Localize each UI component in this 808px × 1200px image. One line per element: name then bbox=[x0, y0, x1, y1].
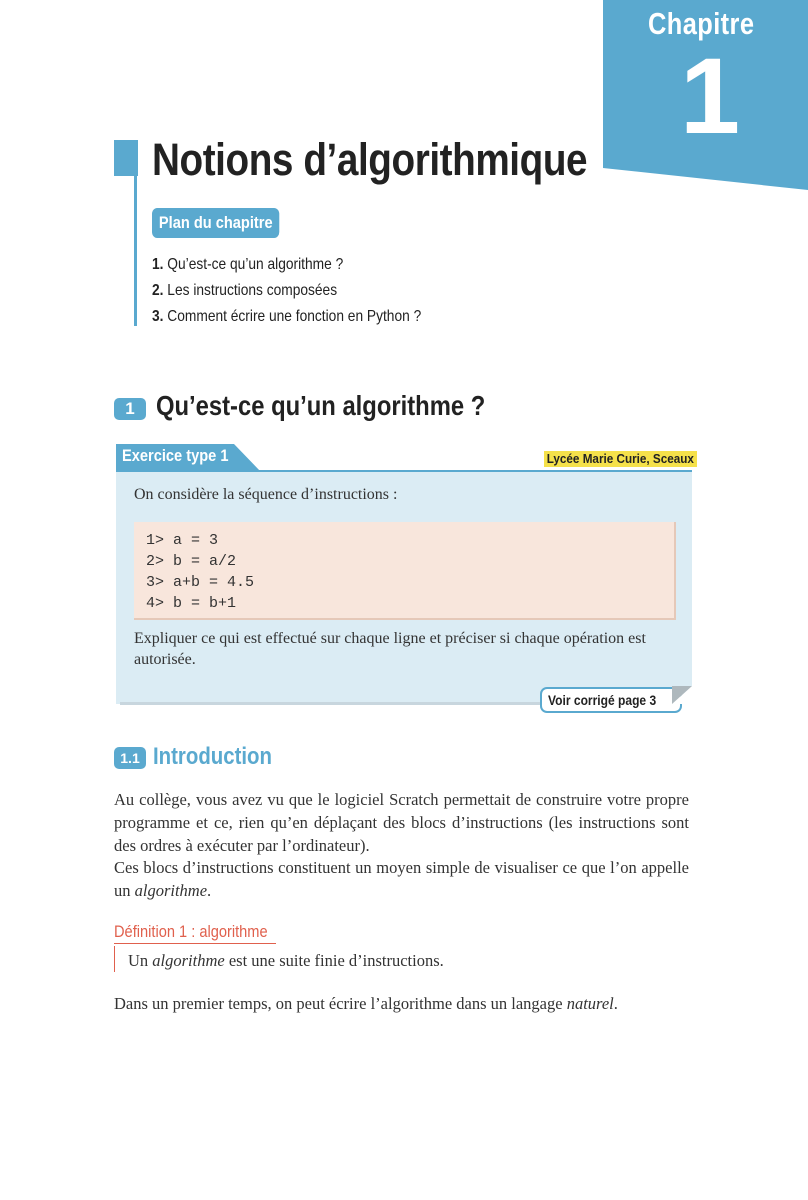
exercise-tab-label: Exercice type 1 bbox=[122, 446, 229, 465]
definition-post: est une suite finie d’instructions. bbox=[224, 951, 444, 970]
plan-item[interactable] bbox=[152, 306, 421, 332]
exercise-top-rule bbox=[116, 470, 692, 472]
plan-list bbox=[152, 254, 421, 332]
paragraph bbox=[114, 994, 618, 1014]
plan-item-text: Qu’est-ce qu’un algorithme ? bbox=[167, 256, 344, 273]
plan-item-text: Les instructions composées bbox=[167, 282, 338, 299]
paragraph-text: Ces blocs d’instructions constituent un moyen simple de visualiser ce que l’on appelle un bbox=[114, 858, 689, 900]
definition-underline bbox=[114, 943, 276, 944]
code-line: 2> b = a/2 bbox=[146, 553, 237, 570]
page-fold-corner bbox=[672, 686, 692, 704]
exercise-intro: On considère la séquence d’instructions : bbox=[134, 486, 398, 503]
plan-item[interactable] bbox=[152, 280, 421, 306]
paragraph bbox=[114, 856, 689, 902]
emphasis: algorithme bbox=[152, 951, 225, 970]
plan-item-number: 3. bbox=[152, 308, 164, 325]
correction-link-label: Voir corrigé page 3 bbox=[548, 692, 657, 708]
emphasis: naturel bbox=[566, 994, 614, 1013]
subsection-number-badge: 1.1 bbox=[114, 747, 146, 769]
definition-side-bar bbox=[114, 946, 115, 972]
title-accent-bar bbox=[114, 140, 138, 176]
code-line: 4> b = b+1 bbox=[146, 595, 237, 612]
code-block bbox=[134, 522, 676, 620]
plan-item-text: Comment écrire une fonction en Python ? bbox=[167, 308, 422, 325]
correction-link-button[interactable] bbox=[540, 687, 682, 713]
plan-item-number: 1. bbox=[152, 256, 164, 273]
chapter-title: Notions d’algorithmique bbox=[152, 134, 588, 185]
paragraph-end: . bbox=[207, 881, 212, 900]
code-line: 1> a = 3 bbox=[146, 532, 219, 549]
paragraph-end: . bbox=[613, 994, 618, 1013]
school-source-highlight: Lycée Marie Curie, Sceaux bbox=[544, 451, 697, 467]
subsection-title: Introduction bbox=[153, 743, 272, 770]
plan-badge: Plan du chapitre bbox=[152, 208, 279, 238]
definition-title: Définition 1 : algorithme bbox=[114, 922, 268, 941]
section-number-badge: 1 bbox=[114, 398, 146, 420]
exercise-question: Expliquer ce qui est effectué sur chaque ligne et préciser si chaque opération est autorisée. bbox=[134, 630, 646, 668]
code-line: 3> a+b = 4.5 bbox=[146, 574, 255, 591]
definition-text bbox=[128, 951, 444, 971]
section-title: Qu’est-ce qu’un algorithme ? bbox=[156, 390, 486, 421]
plan-item[interactable] bbox=[152, 254, 421, 280]
emphasis: algorithme bbox=[134, 881, 208, 900]
plan-side-rule bbox=[134, 176, 137, 326]
definition-pre: Un bbox=[128, 951, 153, 970]
plan-item-number: 2. bbox=[152, 282, 164, 299]
chapter-number: 1 bbox=[679, 35, 741, 156]
paragraph: Au collège, vous avez vu que le logiciel Scratch permettait de construire votre propre programme et ce, rien qu’en déplaçant des blocs d’instructions (les instructions sont des ordres à exécuter par l’ordinateur). bbox=[114, 790, 689, 855]
chapter-label: Chapitre bbox=[648, 6, 755, 41]
paragraph-text: Dans un premier temps, on peut écrire l’algorithme dans un langage bbox=[114, 994, 567, 1013]
